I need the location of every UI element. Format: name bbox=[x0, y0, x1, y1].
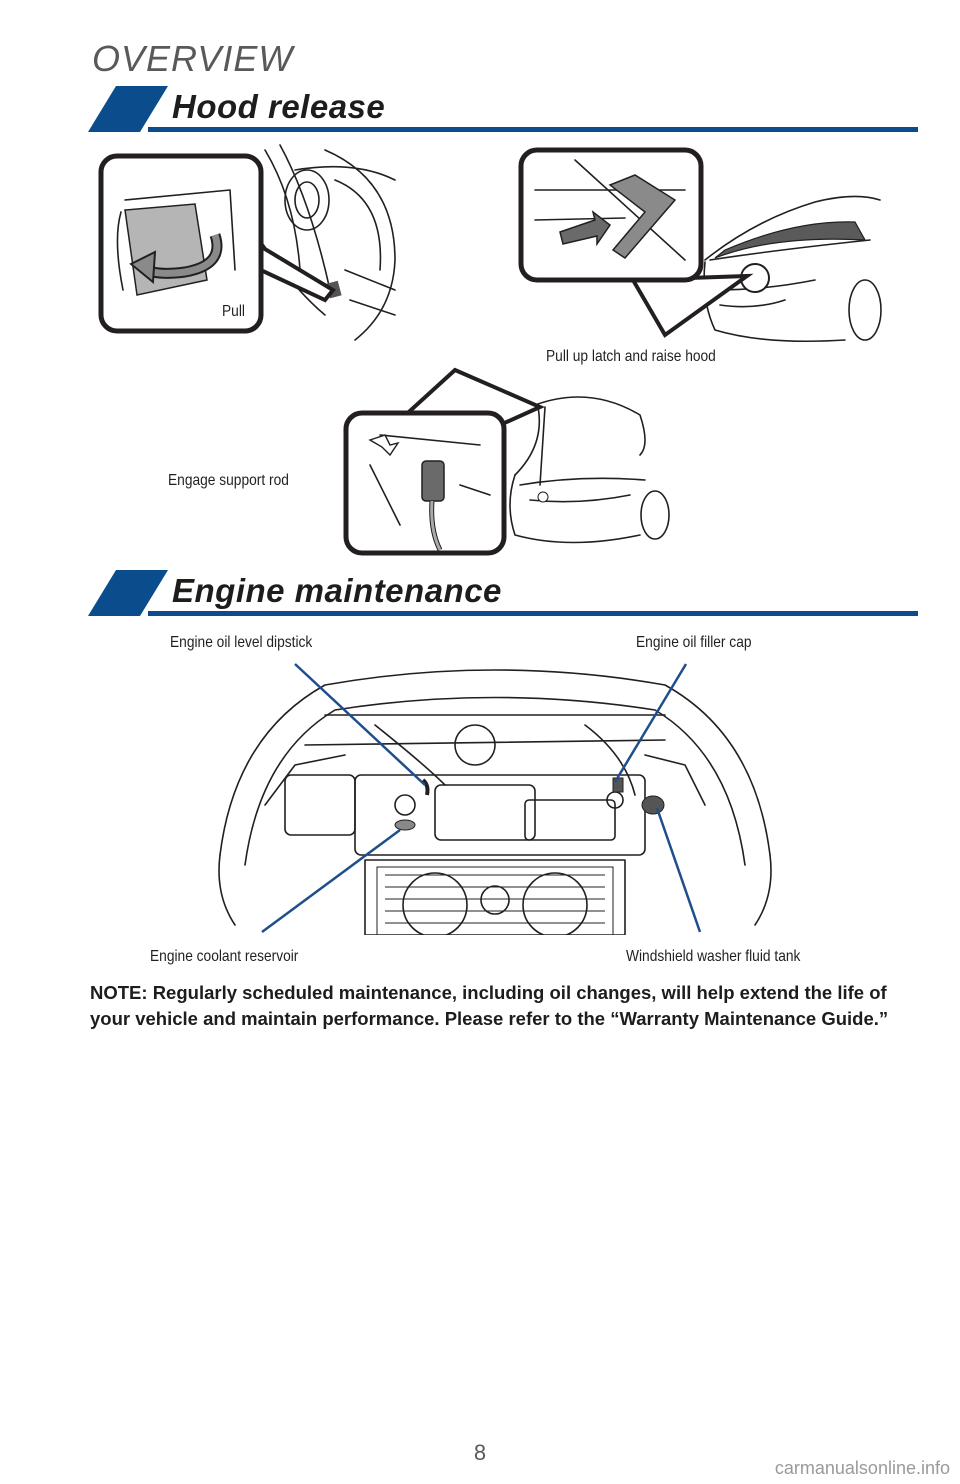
pull-label: Pull bbox=[222, 303, 245, 320]
coolant-callout bbox=[262, 830, 400, 932]
washer-callout bbox=[657, 808, 700, 932]
washer-label: Windshield washer fluid tank bbox=[626, 948, 801, 965]
coolant-label: Engine coolant reservoir bbox=[150, 948, 299, 965]
page-section-title: OVERVIEW bbox=[92, 38, 294, 79]
page-number: 8 bbox=[473, 1440, 487, 1465]
watermark: carmanualsonline.info bbox=[774, 1458, 950, 1478]
filler-cap-callout bbox=[615, 664, 686, 782]
engine-maintenance-title: Engine maintenance bbox=[172, 572, 502, 609]
dipstick-label: Engine oil level dipstick bbox=[170, 634, 313, 651]
filler-cap-label: Engine oil filler cap bbox=[636, 634, 752, 651]
hood-release-title: Hood release bbox=[172, 88, 386, 125]
engage-rod-label: Engage support rod bbox=[168, 472, 289, 489]
maintenance-note: NOTE: Regularly scheduled maintenance, including oil changes, will help extend the life of your vehicle and maintain performance. Please refer to the “Warranty Maintenance Guide.” bbox=[90, 982, 889, 1029]
dipstick-callout bbox=[295, 664, 425, 785]
pull-up-latch-label: Pull up latch and raise hood bbox=[546, 348, 716, 365]
